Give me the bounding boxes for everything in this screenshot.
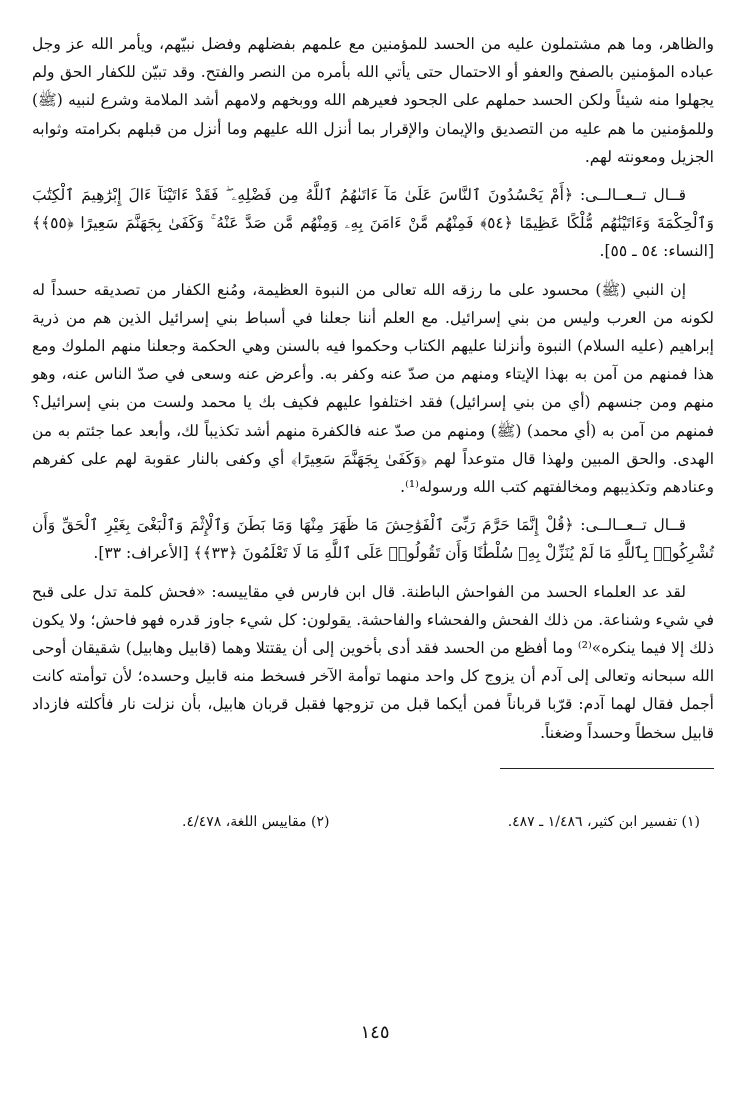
footnote-2: (٢) مقاييس اللغة، ٤/٤٧٨. [182, 813, 330, 830]
quran-verse-araf: قــال تــعــالــى: ﴿قُلْ إِنَّمَا حَرَّمَ رَبِّىَ ٱلْفَوَٰحِشَ مَا ظَهَرَ مِنْهَا وَمَا بَطَنَ وَٱلْإِثْمَ وَٱلْبَغْىَ بِغَيْرِ ٱلْحَقِّ وَأَن تُشْرِكُوا۟ بِٱللَّهِ مَا لَمْ يُنَزِّلْ بِهِۦ سُلْطَٰنًا وَأَن تَقُولُوا۟ عَلَى ٱللَّهِ مَا لَا تَعْلَمُونَ ﴿٣٣﴾﴾ [الأعراف: ٣٣]. [32, 516, 714, 563]
page-number: ١٤٥ [360, 1022, 390, 1043]
body-paragraph-2: إن النبي (ﷺ) محسود على ما رزقه الله تعالى من النبوة العظيمة، ومُنع الكفار من تصديقه حسداً له لكونه من العرب وليس من بني إسرائيل. مع العلم أننا جعلنا في أسباط بني إسرائيل الذين هم من ذرية إبراهيم (عليه السلام) النبوة وأنزلنا عليهم الكتاب وحكموا فيه بالسنن وهي الحكمة وجعلنا منهم الملوك ومع هذا فمنهم من آمن به بهذا الإيتاء ومنهم من صدّ عنه وكفر به. وأعرض عنه وسعى في صدّ الناس عنه، وهو منهم ومن جنسهم (أي من بني إسرائيل) فقد اختلفوا عليهم فكيف بك يا محمد ولست من بني إسرائيل؟ فمنهم من آمن به (أي محمد) (ﷺ) ومنهم من صدّ عنه فالكفرة منهم أشد تكذيباً لك، وأبعد عما جئتم به من الهدى. والحق المبين ولهذا قال متوعداً لهم ﴿وَكَفَىٰ بِجَهَنَّمَ سَعِيرًا﴾ أي وكفى بالنار عقوبة لهم على كفرهم وعنادهم وتكذيبهم ومخالفتهم كتب الله ورسوله⁽¹⁾. [32, 280, 714, 497]
body-paragraph-1: والظاهر، وما هم مشتملون عليه من الحسد للمؤمنين مع علمهم بفضلهم وفضل نبيّهم، ويأمر الله عز وجل عباده المؤمنين بالصفح والعفو أو الاحتمال حتى يأتي الله بأمره من النصر والفتح. وقد تبيّن للكفار الحق ولم يجهلوا منه شيئاً ولكن الحسد حملهم على الجحود فعيرهم الله ووبخهم ولامهم أشد الملامة وشرع لنبيه (ﷺ) وللمؤمنين ما هم عليه من التصديق والإيمان والإقرار بما أنزل الله عليهم وما أنزل من قبلهم بكرامته وثوابه الجزيل ومعونته لهم. [32, 35, 714, 166]
body-paragraph-3: لقد عد العلماء الحسد من الفواحش الباطنة. قال ابن فارس في مقاييسه: «فحش كلمة تدل على قبح في شيء وشناعة. من ذلك الفحش والفحشاء والفاحشة. يقولون: كل شيء جاوز قدره فهو فاحش؛ ولا يكون ذلك إلا فيما ينكره»⁽²⁾ وما أفظع من الحسد فقد أدى بأخوين إلى أن يقتتلا وهما (قابيل وهابيل) شقيقان أوحى الله سبحانه وتعالى إلى آدم أن يزوج كل واحد منهما توأمة الآخر فسخط منه قابيل وحسده؛ لأن توأمته كانت أجمل فقال لهما آدم: قرّبا قرباناً فمن أيكما قبل من تزوجها فقبل قربان هابيل، بأن نزلت نار فأكلته فازداد قابيل سخطاً وحسداً وضغناً. [32, 582, 714, 742]
footnote-1: (١) تفسير ابن كثير، ١/٤٨٦ ـ ٤٨٧. [507, 813, 700, 830]
footnote-divider [32, 761, 714, 775]
footnotes [32, 811, 714, 833]
quran-verse-nisa: قــال تــعــالــى: ﴿أَمْ يَحْسُدُونَ ٱلنَّاسَ عَلَىٰ مَآ ءَاتَىٰهُمُ ٱللَّهُ مِن فَضْلِهِۦ ۖ فَقَدْ ءَاتَيْنَآ ءَالَ إِبْرَٰهِيمَ ٱلْكِتَٰبَ وَٱلْحِكْمَةَ وَءَاتَيْنَٰهُم مُّلْكًا عَظِيمًا ﴿٥٤﴾ فَمِنْهُم مَّنْ ءَامَنَ بِهِۦ وَمِنْهُم مَّن صَدَّ عَنْهُ ۚ وَكَفَىٰ بِجَهَنَّمَ سَعِيرًا ﴿٥٥﴾﴾ [النساء: ٥٤ ـ ٥٥]. [32, 186, 714, 261]
